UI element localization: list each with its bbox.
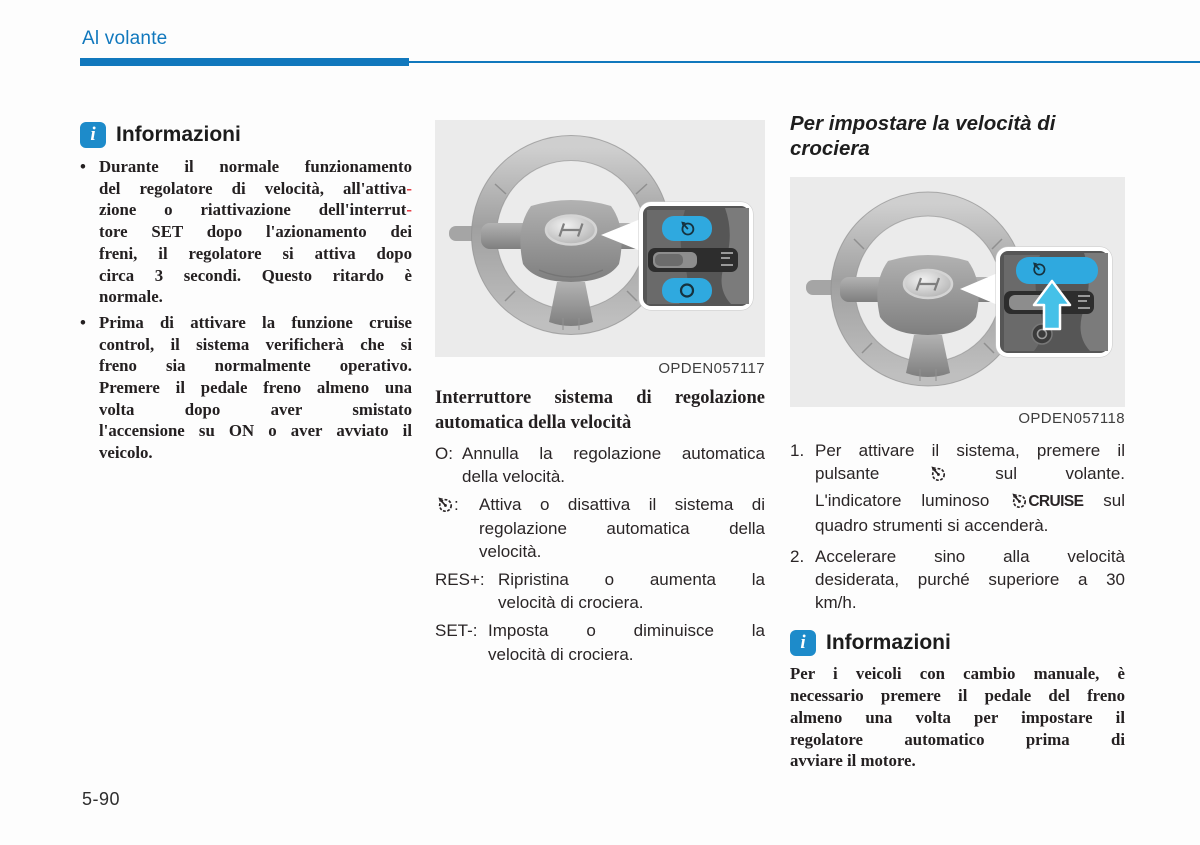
middle-column (435, 120, 765, 666)
switch-item-label: RES+: (435, 570, 485, 590)
text-segment: Durante il normale funzionamento (99, 157, 412, 176)
text-segment: circa 3 secondi. Questo ritardo è (99, 265, 412, 285)
text-segment: Per i veicoli con cambio manuale, è (790, 664, 1125, 684)
steering-wheel-illustration-2 (790, 177, 1125, 407)
cruise-control-icon (928, 465, 947, 482)
text-segment: normale. (99, 287, 163, 307)
text-line (99, 265, 412, 287)
text-line (99, 156, 412, 178)
text-line (435, 411, 765, 436)
text-segment: desiderata, purché superiore a 30 (815, 570, 1125, 590)
text-line: Per attivare il sistema, premere il (815, 441, 1125, 460)
text-line (435, 386, 765, 411)
bullet-2-lines (99, 312, 412, 464)
text-segment: automatica della velocità (435, 413, 632, 433)
step-text: pulsante (815, 464, 880, 484)
text-line (99, 243, 412, 265)
text-line: velocità. (479, 541, 542, 561)
step-text: sul volante. (995, 464, 1125, 484)
text-segment: km/h. (815, 593, 857, 613)
cruise-power-button (662, 216, 712, 241)
info-bottom-section (790, 630, 1125, 772)
step-2-lines (815, 545, 1125, 615)
informazioni-heading (790, 630, 1125, 656)
info-icon-glyph: i (800, 632, 806, 654)
step-1 (790, 439, 1125, 537)
page-number: 5-90 (82, 789, 121, 809)
text-segment: regolatore automatico prima di (790, 729, 1125, 749)
text-line (99, 199, 412, 221)
switch-items (435, 442, 765, 666)
text-segment: crociera (790, 136, 870, 160)
text-segment: almeno una volta per impostare il (790, 707, 1125, 727)
cruise-indicator-label: CRUISE (1028, 493, 1084, 511)
switch-item-res (435, 568, 765, 614)
switch-item-cruise-toggle (435, 493, 765, 563)
text-line (790, 707, 1125, 729)
text-line (790, 750, 1125, 772)
text-line (99, 334, 412, 356)
section-label: Al volante (82, 28, 168, 49)
figure-steering-wheel-2 (790, 177, 1125, 427)
text-line: Ripristina o aumenta la (498, 570, 765, 590)
text-line (99, 312, 412, 334)
text-line (99, 286, 412, 308)
informazioni-heading (80, 122, 412, 148)
header-accent-bar (80, 58, 409, 66)
text-segment: Accelerare sino alla velocità (815, 546, 1125, 566)
text-segment: del regolatore di velocità, all'attiva (99, 178, 407, 198)
label-colon: : (454, 495, 459, 515)
text-segment: freno sia normalmente operativo. (99, 356, 412, 376)
text-segment: freni, il regolatore si attiva dopo (99, 243, 412, 263)
bullet-1-lines (99, 156, 412, 308)
text-segment: zione o riattivazione dell'interrut (99, 200, 407, 220)
text-line (790, 137, 1125, 162)
text-line: quadro strumenti si accenderà. (815, 515, 1049, 535)
bullet-glyph: • (80, 157, 86, 176)
info-bottom-paragraph (790, 663, 1125, 772)
text-line (790, 112, 1125, 137)
steering-wheel-illustration-1 (435, 120, 765, 357)
text-segment: volta dopo aver smistato (99, 399, 412, 419)
red-hyphen: - (406, 200, 412, 220)
cruise-control-icon (435, 496, 454, 513)
figure-2-caption: OPDEN057118 (1018, 410, 1125, 427)
text-segment: control, il sistema verificherà che si (99, 334, 412, 354)
step-number: 1. (790, 441, 805, 460)
switch-item-label (435, 493, 459, 516)
step-text: L'indicatore luminoso (815, 491, 990, 511)
info-icon (80, 122, 106, 148)
red-hyphen: - (406, 178, 412, 198)
text-line (99, 442, 412, 464)
figure-1-caption: OPDEN057117 (658, 360, 765, 377)
steps-list (790, 439, 1125, 614)
switch-item-label: SET-: (435, 621, 478, 641)
left-column (80, 122, 412, 464)
text-segment: tore SET dopo l'azionamento dei (99, 222, 412, 242)
text-segment: Premere il pedale freno almeno una (99, 378, 412, 398)
text-line: Imposta o diminuisce la (488, 621, 765, 641)
switch-item-cancel (435, 442, 765, 488)
text-line: regolazione automatica della (479, 518, 765, 538)
text-line (99, 178, 412, 200)
text-segment: Prima di attivare la funzione cruise (99, 312, 412, 332)
step-text: sul (1103, 491, 1125, 511)
text-segment: veicolo. (99, 443, 153, 463)
step-number: 2. (790, 546, 805, 566)
text-line (815, 591, 1125, 614)
text-line (99, 377, 412, 399)
figure-steering-wheel-1 (435, 120, 765, 377)
text-line (99, 399, 412, 421)
info-top-body (80, 156, 412, 464)
hyundai-logo (904, 270, 952, 298)
text-segment: necessario premere il pedale del freno (790, 686, 1125, 706)
text-line: velocità di crociera. (498, 593, 644, 613)
switch-item-label: O: (435, 444, 453, 463)
text-line (815, 489, 1125, 513)
informazioni-title: Informazioni (116, 123, 241, 146)
informazioni-title: Informazioni (826, 631, 951, 655)
info-icon-glyph: i (90, 124, 96, 145)
cruise-control-icon (1009, 492, 1028, 509)
text-segment: avviare il motore. (790, 751, 916, 771)
text-line (790, 685, 1125, 707)
step-2 (790, 545, 1125, 615)
switch-item-set (435, 619, 765, 665)
text-line (815, 545, 1125, 568)
cruise-power-button-highlighted (1016, 257, 1098, 284)
switch-section-heading (435, 386, 765, 436)
right-column (790, 112, 1125, 772)
text-line (790, 663, 1125, 685)
cancel-o-button (662, 278, 712, 303)
hyundai-logo (546, 216, 596, 245)
text-line: Annulla la regolazione automatica (462, 444, 765, 463)
text-line: della velocità. (462, 467, 566, 487)
res-set-rocker (648, 248, 738, 272)
text-line (815, 568, 1125, 591)
text-line (815, 462, 1125, 485)
text-line: Attiva o disattiva il sistema di (479, 495, 765, 515)
cruise-indicator (1009, 491, 1083, 510)
text-line (99, 355, 412, 377)
header-rule-line (409, 61, 1200, 63)
text-line (99, 420, 412, 442)
text-line: velocità di crociera. (488, 644, 634, 664)
bullet-glyph: • (80, 312, 86, 332)
info-bullet-1 (80, 156, 412, 308)
text-line (790, 729, 1125, 751)
text-segment: l'accensione su ON o aver avviato il (99, 421, 412, 441)
text-segment: Interruttore sistema di regolazione (435, 388, 765, 408)
cruise-section-heading (790, 112, 1125, 161)
text-line (99, 221, 412, 243)
info-bullet-2 (80, 312, 412, 464)
info-icon (790, 630, 816, 656)
text-segment: Per impostare la velocità di (790, 112, 1056, 135)
